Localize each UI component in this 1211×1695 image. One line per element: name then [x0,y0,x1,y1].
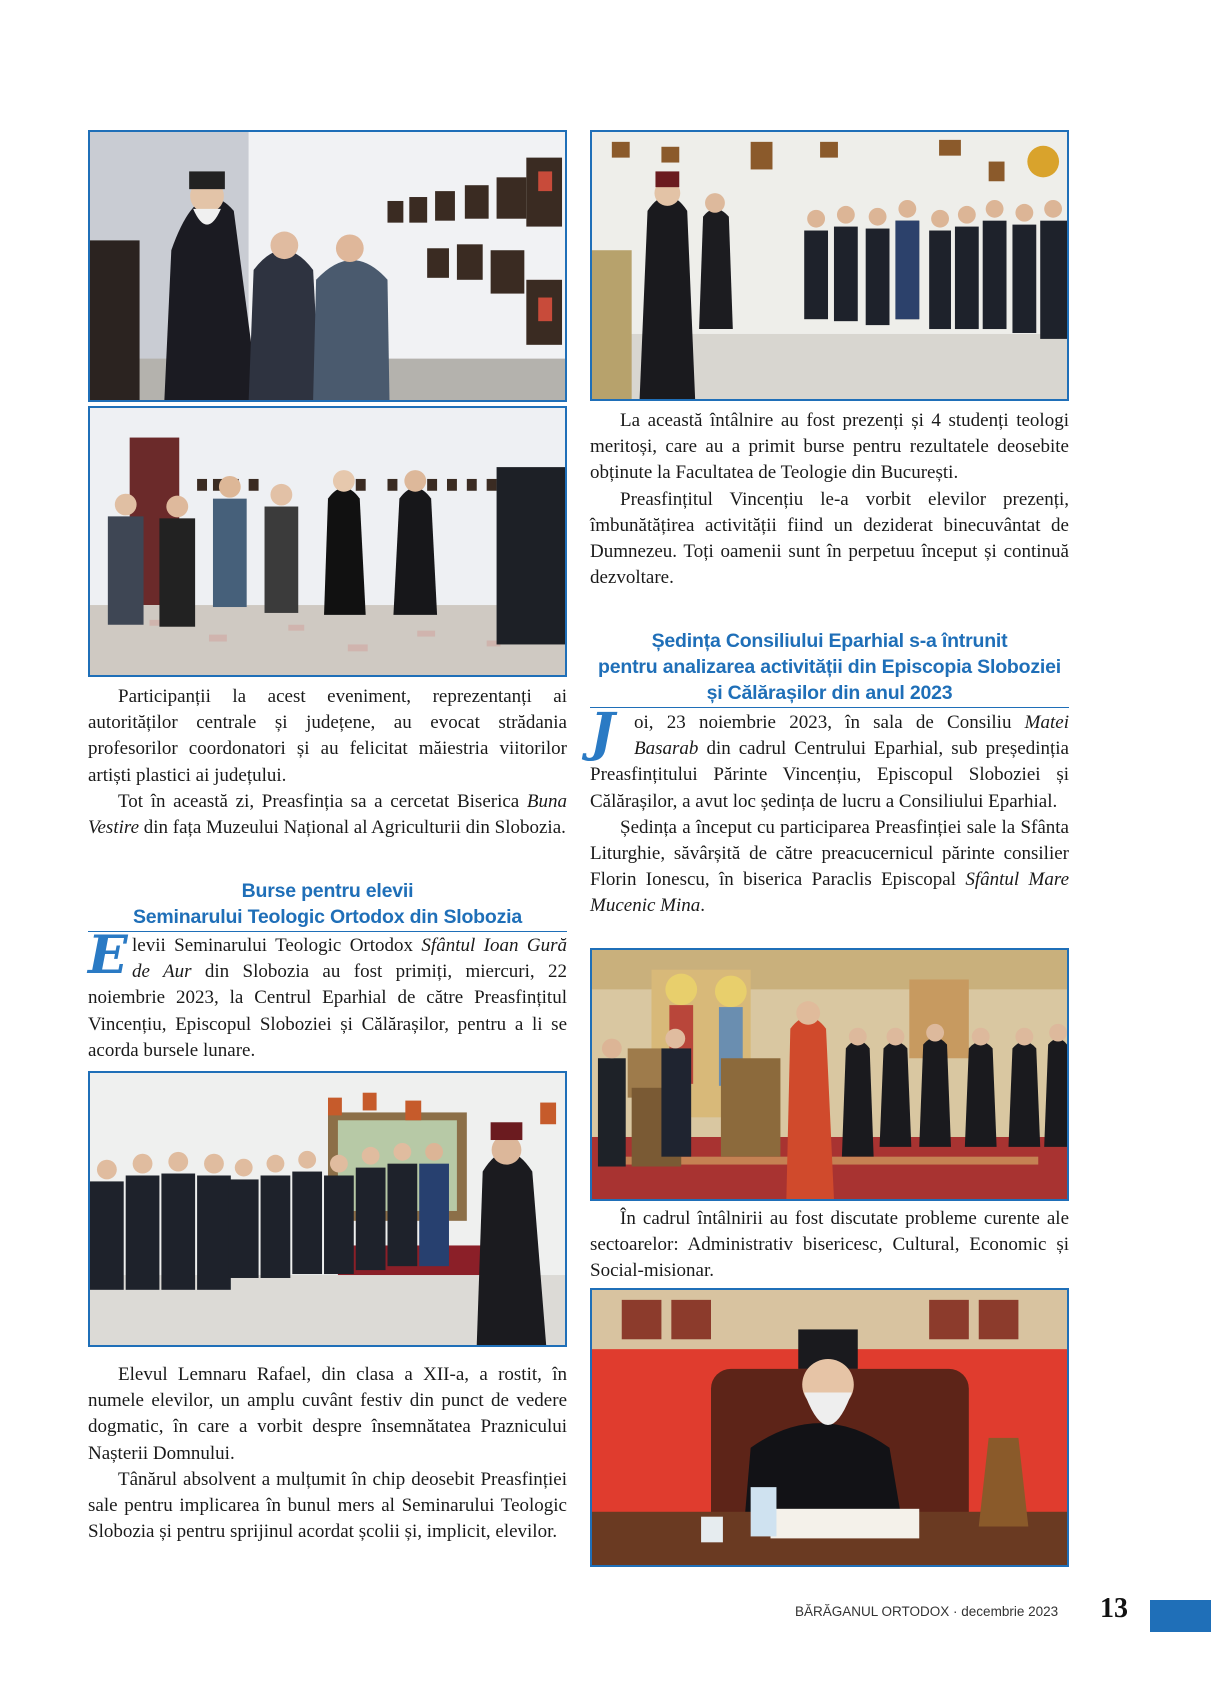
dropcap-e: E [88,925,128,986]
footer-publication [795,1604,1058,1619]
page-edge-tab [1150,1600,1211,1632]
photo-students-clergy-room [590,130,1069,401]
paragraph-participants: Participanții la acest eveniment, reprezentanți ai autorităților centrale și județene, au evocat strădania profesorilor coordonatori și au felicitat măiestria viitorilor artiști plastici ai județului. [88,686,567,786]
left-column-text-bottom [88,1362,567,1545]
paragraph-liturgy: Ședința a început cu participarea Preasfinției sale la Sfânta Liturghie, săvârșită de către preacucernicul părinte consilier Florin Ionescu, în biserica Paraclis Episcopal Sfântul Mare Mucenic Mina. [590,816,1069,917]
left-column-text-top [88,684,567,841]
dropcap-j: J [590,702,615,763]
photo-chapel-liturgy [590,948,1069,1201]
photo-bishop-desk [590,1288,1069,1567]
paragraph-council-session: J oi, 23 noiembrie 2023, în sala de Consiliu Matei Basarab din cadrul Centrului Eparhial, sub președinția Preasfințitului Părinte Vincențiu, Episcopul Sloboziei și Călărașilor, a avut loc ședința de lucru a Consiliului Eparhial. [590,702,1069,812]
paragraph-graduate-thanks: Tânărul absolvent a mulțumit în chip deosebit Preasfinției sale pentru implicarea în bunul mers al Seminarului Teologic Slobozia și pentru sprijinul acordat școlii și, implicit, elevilor. [88,1468,567,1543]
right-column-text-mid [590,702,1069,920]
publication-name: BĂRĂGANUL ORTODOX [795,1604,950,1619]
paragraph-seminary-students: E levii Seminarului Teologic Ortodox Sfântul Ioan Gură de Aur din Slobozia au fost primiți, miercuri, 22 noiembrie 2023, la Centrul Eparhial de către Preasfințitul Vincențiu, Episcopul Sloboziei și Călărașilor, pentru a li se acorda bursele lunare. [88,925,567,1061]
paragraph-student-speech: Elevul Lemnaru Rafael, din clasa a XII-a, a rostit, în numele elevilor, un amplu cuvânt festiv din punct de vedere dogmatic, în care a vorbit despre însemnătatea Praznicului Nașterii Domnului. [88,1364,567,1464]
heading-scholarships-line2: Seminarului Teologic Ortodox din Slobozia [88,904,567,932]
heading-council-line1: Ședința Consiliului Eparhial s-a întrunit [651,630,1008,652]
photo-seminary-students [88,1071,567,1347]
heading-scholarships [88,878,567,932]
paragraph-bishop-speech: Preasfințitul Vincențiu le-a vorbit elevilor prezenți, îmbunătățirea activității fiind un deziderat binecuvântat de Dumnezeu. Toți oamenii sunt în perpetuu început și continuă dezvoltare. [590,488,1069,589]
right-column-text-top [590,408,1069,591]
paragraph-discussed-topics: În cadrul întâlnirii au fost discutate probleme curente ale sectoarelor: Administrativ bisericesc, Cultural, Economic și Social-misionar. [590,1208,1069,1282]
heading-scholarships-line1: Burse pentru elevii [241,880,414,902]
right-column-text-bottom [590,1206,1069,1285]
heading-council-line2: pentru analizarea activității din Episcopia Sloboziei [598,656,1061,678]
heading-council-meeting [590,628,1069,708]
heading-council-line3: și Călărașilor din anul 2023 [590,680,1069,708]
photo-exhibition-gallery [88,130,567,402]
paragraph-theology-students: La această întâlnire au fost prezenți și 4 studenți teologi meritoși, care au a primit burse pentru rezultatele deosebite obținute la Facultatea de Teologie din București. [590,410,1069,484]
photo-gallery-group [88,406,567,677]
page-number: 13 [1100,1593,1128,1624]
left-column-text-mid [88,925,567,1064]
publication-issue: · decembrie 2023 [949,1604,1059,1619]
paragraph-church-visit: Tot în această zi, Preasfinția sa a cercetat Biserica Buna Vestire din fața Muzeului Național al Agriculturii din Slobozia. [88,790,567,839]
